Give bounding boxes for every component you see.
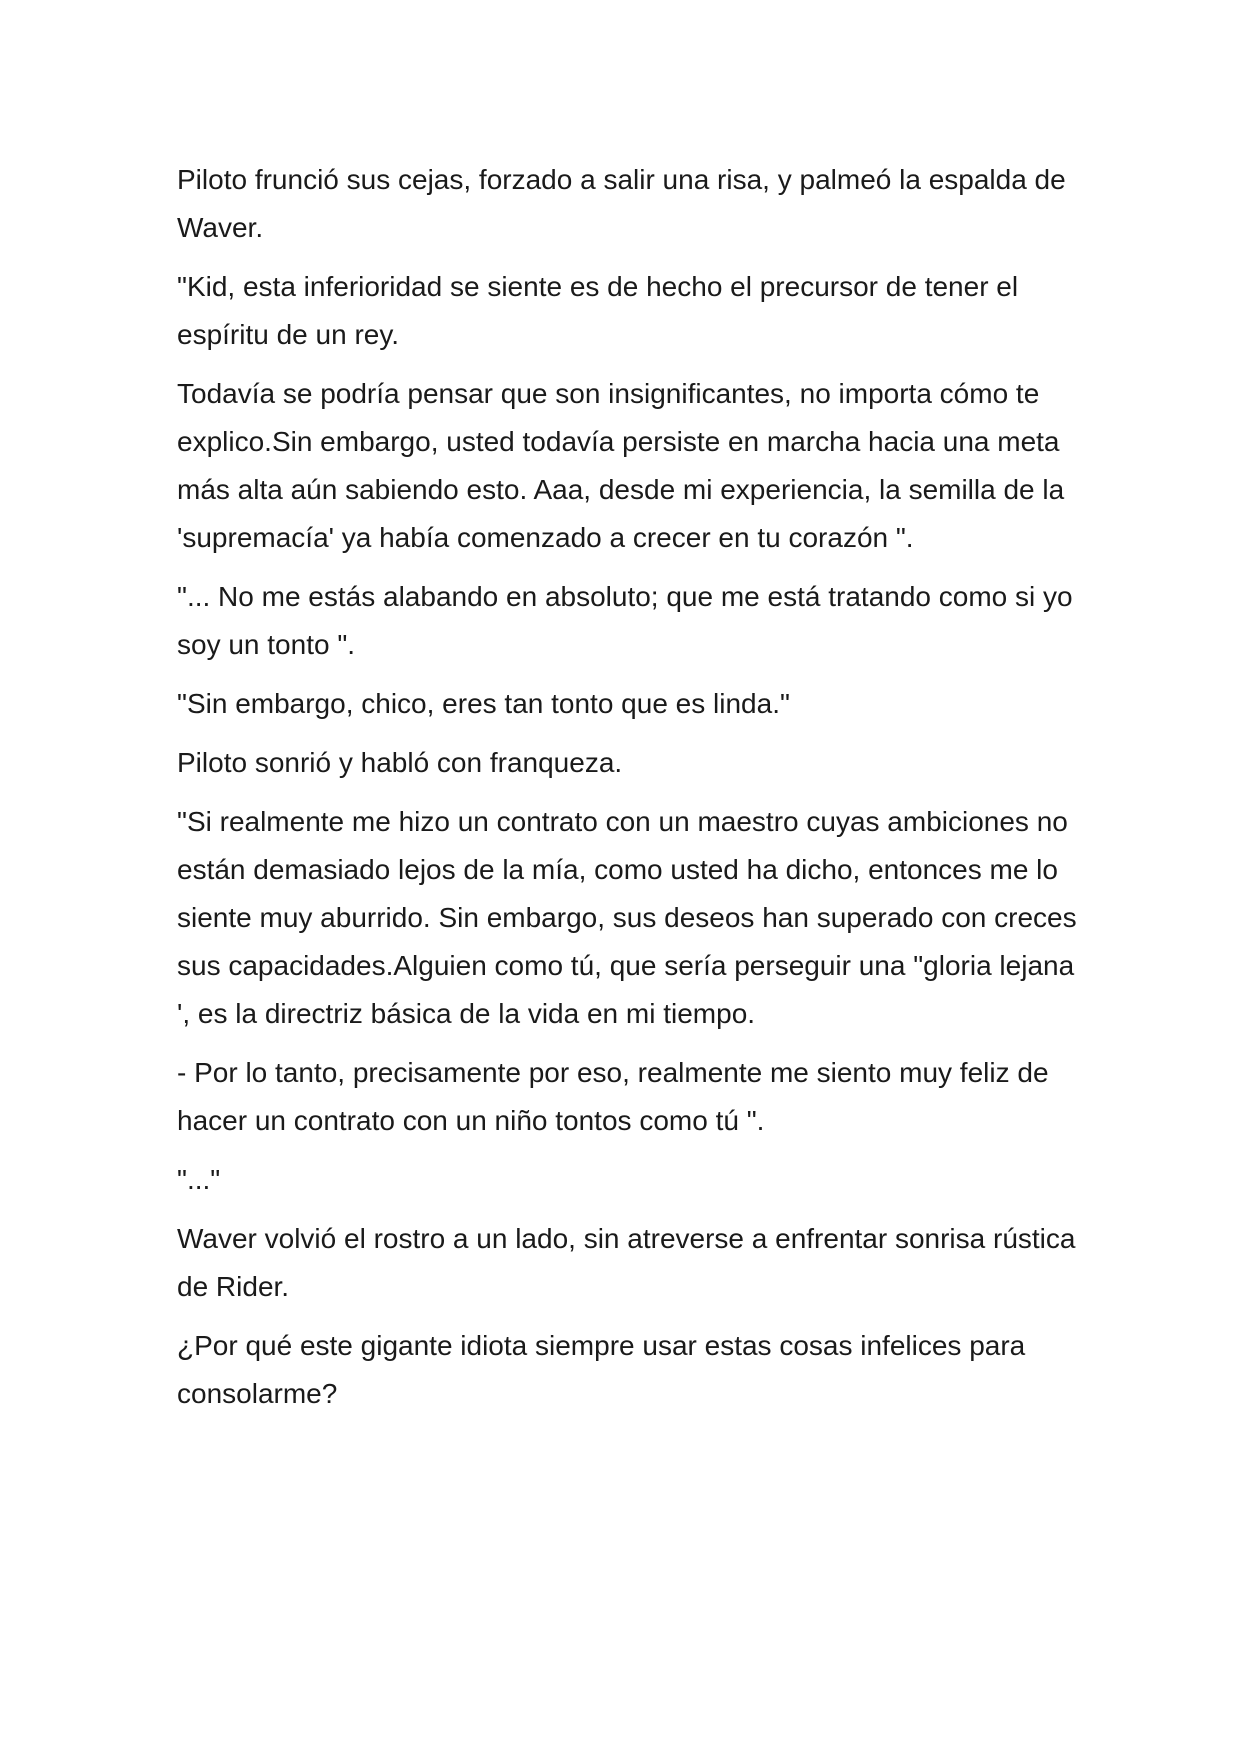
paragraph-5: "Sin embargo, chico, eres tan tonto que es linda." [177, 688, 790, 719]
paragraph-11: ¿Por qué este gigante idiota siempre usar estas cosas infelices para consolarme? [177, 1330, 1026, 1409]
paragraph-8: - Por lo tanto, precisamente por eso, realmente me siento muy feliz de hacer un contrato con un niño tontos como tú ". [177, 1057, 1049, 1136]
document-body [177, 156, 1077, 1429]
paragraph-6: Piloto sonrió y habló con franqueza. [177, 747, 623, 778]
paragraph-2: "Kid, esta inferioridad se siente es de hecho el precursor de tener el espíritu de un rey. [177, 271, 1019, 350]
paragraph-3: Todavía se podría pensar que son insignificantes, no importa cómo te explico.Sin embargo, usted todavía persiste en marcha hacia una meta más alta aún sabiendo esto. Aaa, desde mi experiencia, la semilla de la 'supremacía' ya había comenzado a crecer en tu corazón ". [177, 378, 1065, 553]
paragraph-1: Piloto frunció sus cejas, forzado a salir una risa, y palmeó la espalda de Waver. [177, 164, 1066, 243]
paragraph-10: Waver volvió el rostro a un lado, sin atreverse a enfrentar sonrisa rústica de Rider. [177, 1223, 1076, 1302]
paragraph-4: "... No me estás alabando en absoluto; que me está tratando como si yo soy un tonto ". [177, 581, 1073, 660]
paragraph-9: "..." [177, 1164, 221, 1195]
paragraph-7: "Si realmente me hizo un contrato con un maestro cuyas ambiciones no están demasiado lejos de la mía, como usted ha dicho, entonces me lo siente muy aburrido. Sin embargo, sus deseos han superado con creces sus capacidades.Alguien como tú, que sería perseguir una "gloria lejana ', es la directriz básica de la vida en mi tiempo. [177, 806, 1077, 1029]
